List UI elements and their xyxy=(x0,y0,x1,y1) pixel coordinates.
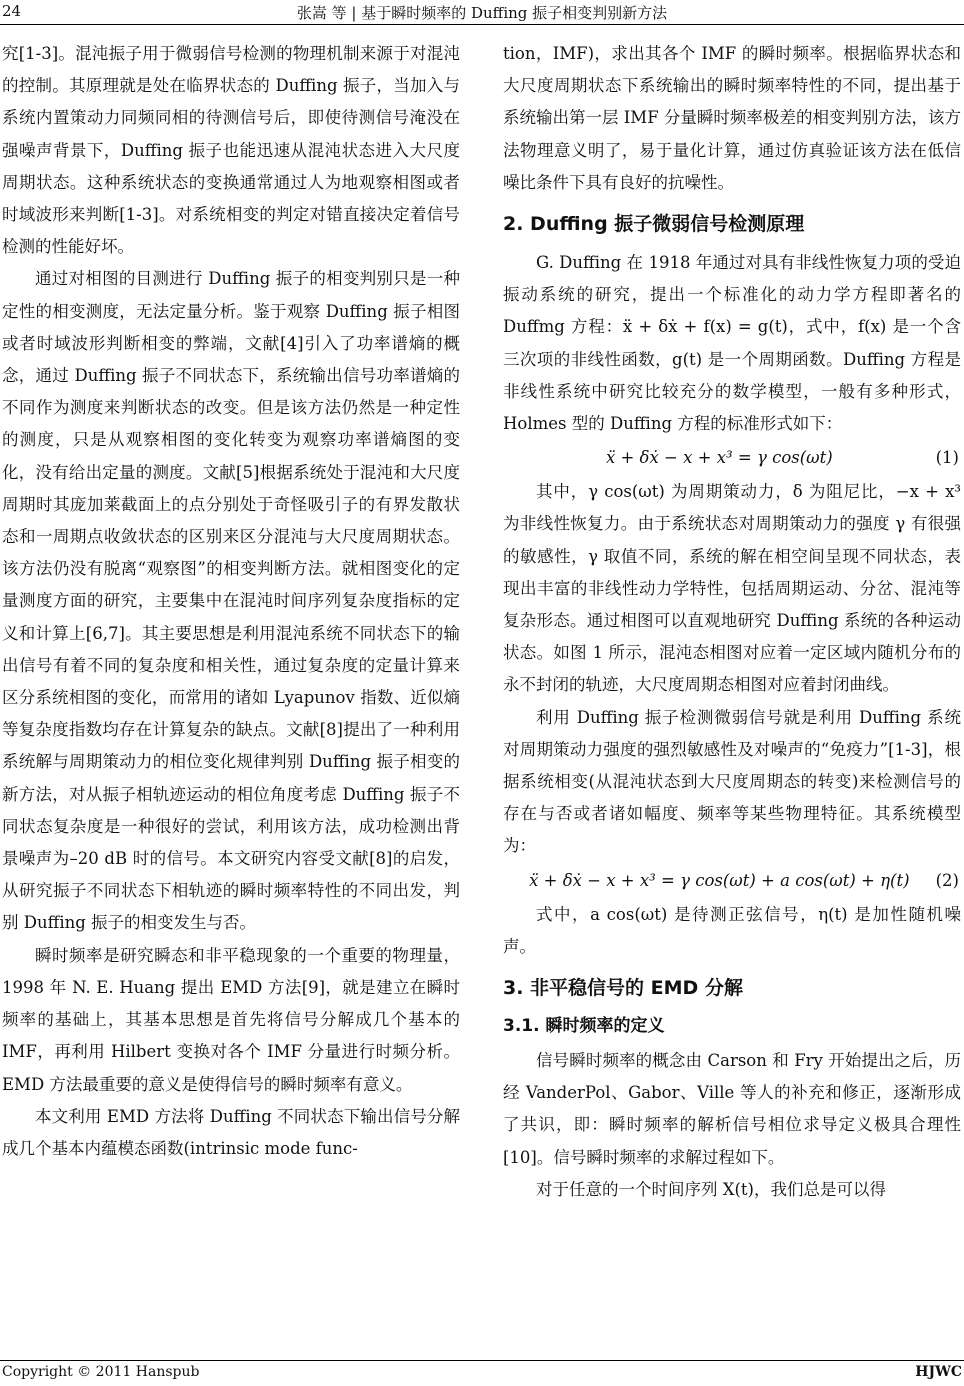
paragraph: 其中，γ cos(ωt) 为周期策动力，δ 为阻尼比，−x + x³ 为非线性恢复力。由于系统状态对周期策动力的强度 γ 有很强的敏感性，γ 取值不同，系统的解在相空间呈现不同状态，表现出丰富的非线性动力学特性，包括周期运动、分岔、混沌等复杂形态。通过相图可以直观地研究 Duffing 系统的各种运动状态。如图 1 所示，混沌态相图对应着一定区域内随机分布的永不封闭的轨迹，大尺度周期态相图对应着封闭曲线。 xyxy=(503,482,961,695)
copyright-notice: Copyright © 2011 Hanspub xyxy=(2,1364,200,1380)
paragraph: 式中，a cos(ωt) 是待测正弦信号，η(t) 是加性随机噪声。 xyxy=(503,904,961,956)
running-title: 张嵩 等 | 基于瞬时频率的 Duffing 振子相变判别新方法 xyxy=(296,4,668,22)
paragraph: tion，IMF)，求出其各个 IMF 的瞬时频率。根据临界状态和大尺度周期状态下系统输出的瞬时频率特性的不同，提出基于系统输出第一层 IMF 分量瞬时频率极差的相变判别方法，该方法物理意义明了，易于量化计算，通过仿真验证该方法在低信噪比条件下具有良好的抗噪性。 xyxy=(503,44,961,192)
paragraph: G. Duffing 在 1918 年通过对具有非线性恢复力项的受迫振动系统的研究，提出一个标准化的动力学方程即著名的 Duffmg 方程：ẍ + δẋ + f(x) = g(t)，式中，f(x) 是一个含三次项的非线性函数，g(t) 是一个周期函数。Duffing 方程是非线性系统中研究比较充分的数学模型，一般有多种形式，Holmes 型的 Duffing 方程的标准形式如下： xyxy=(503,253,961,434)
paragraph: 本文利用 EMD 方法将 Duffing 不同状态下输出信号分解成几个基本内蕴模态函数(intrinsic mode func- xyxy=(2,1106,460,1158)
page-number: 24 xyxy=(2,2,22,20)
page-header xyxy=(0,0,964,26)
paragraph: 对于任意的一个时间序列 X(t)，我们总是可以得 xyxy=(536,1179,886,1199)
equation-number: (2) xyxy=(935,870,959,890)
equation-body: ẍ + δẋ − x + x³ = γ cos(ωt) xyxy=(605,448,833,468)
section-heading: 2. Duffing 振子微弱信号检测原理 xyxy=(503,213,805,236)
header-rule xyxy=(0,24,964,25)
equation-1 xyxy=(503,440,961,476)
equation-2 xyxy=(503,863,961,899)
equation-body: ẍ + δẋ − x + x³ = γ cos(ωt) + a cos(ωt) + η(t) xyxy=(529,870,910,890)
footer-rule xyxy=(0,1360,964,1361)
paragraph: 究[1-3]。混沌振子用于微弱信号检测的物理机制来源于对混沌的控制。其原理就是处在临界状态的 Duffing 振子，当加入与系统内置策动力同频同相的待测信号后，即使待测信号淹没在强噪声背景下，Duffing 振子也能迅速从混沌状态进入大尺度周期状态。这种系统状态的变换通常通过人为地观察相图或者时域波形来判断[1-3]。对系统相变的判定对错直接决定着信号检测的性能好坏。 xyxy=(2,44,460,257)
left-column xyxy=(2,38,460,1165)
paragraph: 信号瞬时频率的概念由 Carson 和 Fry 开始提出之后，历经 VanderPol、Gabor、Ville 等人的补充和修正，逐渐形成了共识，即：瞬时频率的解析信号相位求导定义极具合理性[10]。信号瞬时频率的求解过程如下。 xyxy=(503,1051,961,1167)
paragraph: 瞬时频率是研究瞬态和非平稳现象的一个重要的物理量，1998 年 N. E. Huang 提出 EMD 方法[9]，就是建立在瞬时频率的基础上，其基本思想是首先将信号分解成几个基本的 IMF，再利用 Hilbert 变换对各个 IMF 分量进行时频分析。EMD 方法最重要的意义是使得信号的瞬时频率有意义。 xyxy=(2,945,460,1094)
journal-abbreviation: HJWC xyxy=(915,1364,962,1380)
section-heading: 3. 非平稳信号的 EMD 分解 xyxy=(503,977,743,1000)
subsection-heading: 3.1. 瞬时频率的定义 xyxy=(503,1016,665,1037)
equation-number: (1) xyxy=(935,448,959,468)
right-column xyxy=(503,38,961,1206)
paragraph: 通过对相图的目测进行 Duffing 振子的相变判别只是一种定性的相变测度，无法定量分析。鉴于观察 Duffing 振子相图或者时域波形判断相变的弊端，文献[4]引入了功率谱熵的概念，通过 Duffing 振子不同状态下，系统输出信号功率谱熵的不同作为测度来判断状态的改变。但是该方法仍然是一种定性的测度，只是从观察相图的变化转变为观察功率谱熵图的变化，没有给出定量的测度。文献[5]根据系统处于混沌和大尺度周期时其庞加莱截面上的点分别处于奇怪吸引子的有界发散状态和一周期点收敛状态的区别来区分混沌与大尺度周期状态。该方法仍没有脱离“观察图”的相变判断方法。就相图变化的定量测度方面的研究，主要集中在混沌时间序列复杂度指标的定义和计算上[6,7]。其主要思想是利用混沌系统不同状态下的输出信号有着不同的复杂度和相关性，通过复杂度的定量计算来区分系统相图的变化，而常用的诸如 Lyapunov 指数、近似熵等复杂度指数均存在计算复杂的缺点。文献[8]提出了一种利用系统解与周期策动力的相位变化规律判别 Duffing 振子相变的新方法，对从振子相轨迹运动的相位角度考虑 Duffing 振子不同状态复杂度是一种很好的尝试，利用该方法，成功检测出背景噪声为–20 dB 时的信号。本文研究内容受文献[8]的启发，从研究振子不同状态下相轨迹的瞬时频率特性的不同出发，判别 Duffing 振子的相变发生与否。 xyxy=(2,269,460,933)
page-footer xyxy=(0,1360,964,1384)
paragraph: 利用 Duffing 振子检测微弱信号就是利用 Duffing 系统对周期策动力强度的强烈敏感性及对噪声的“免疫力”[1-3]，根据系统相变(从混沌状态到大尺度周期态的转变)来检测信号的存在与否或者诸如幅度、频率等某些物理特征。其系统模型为： xyxy=(503,707,961,856)
